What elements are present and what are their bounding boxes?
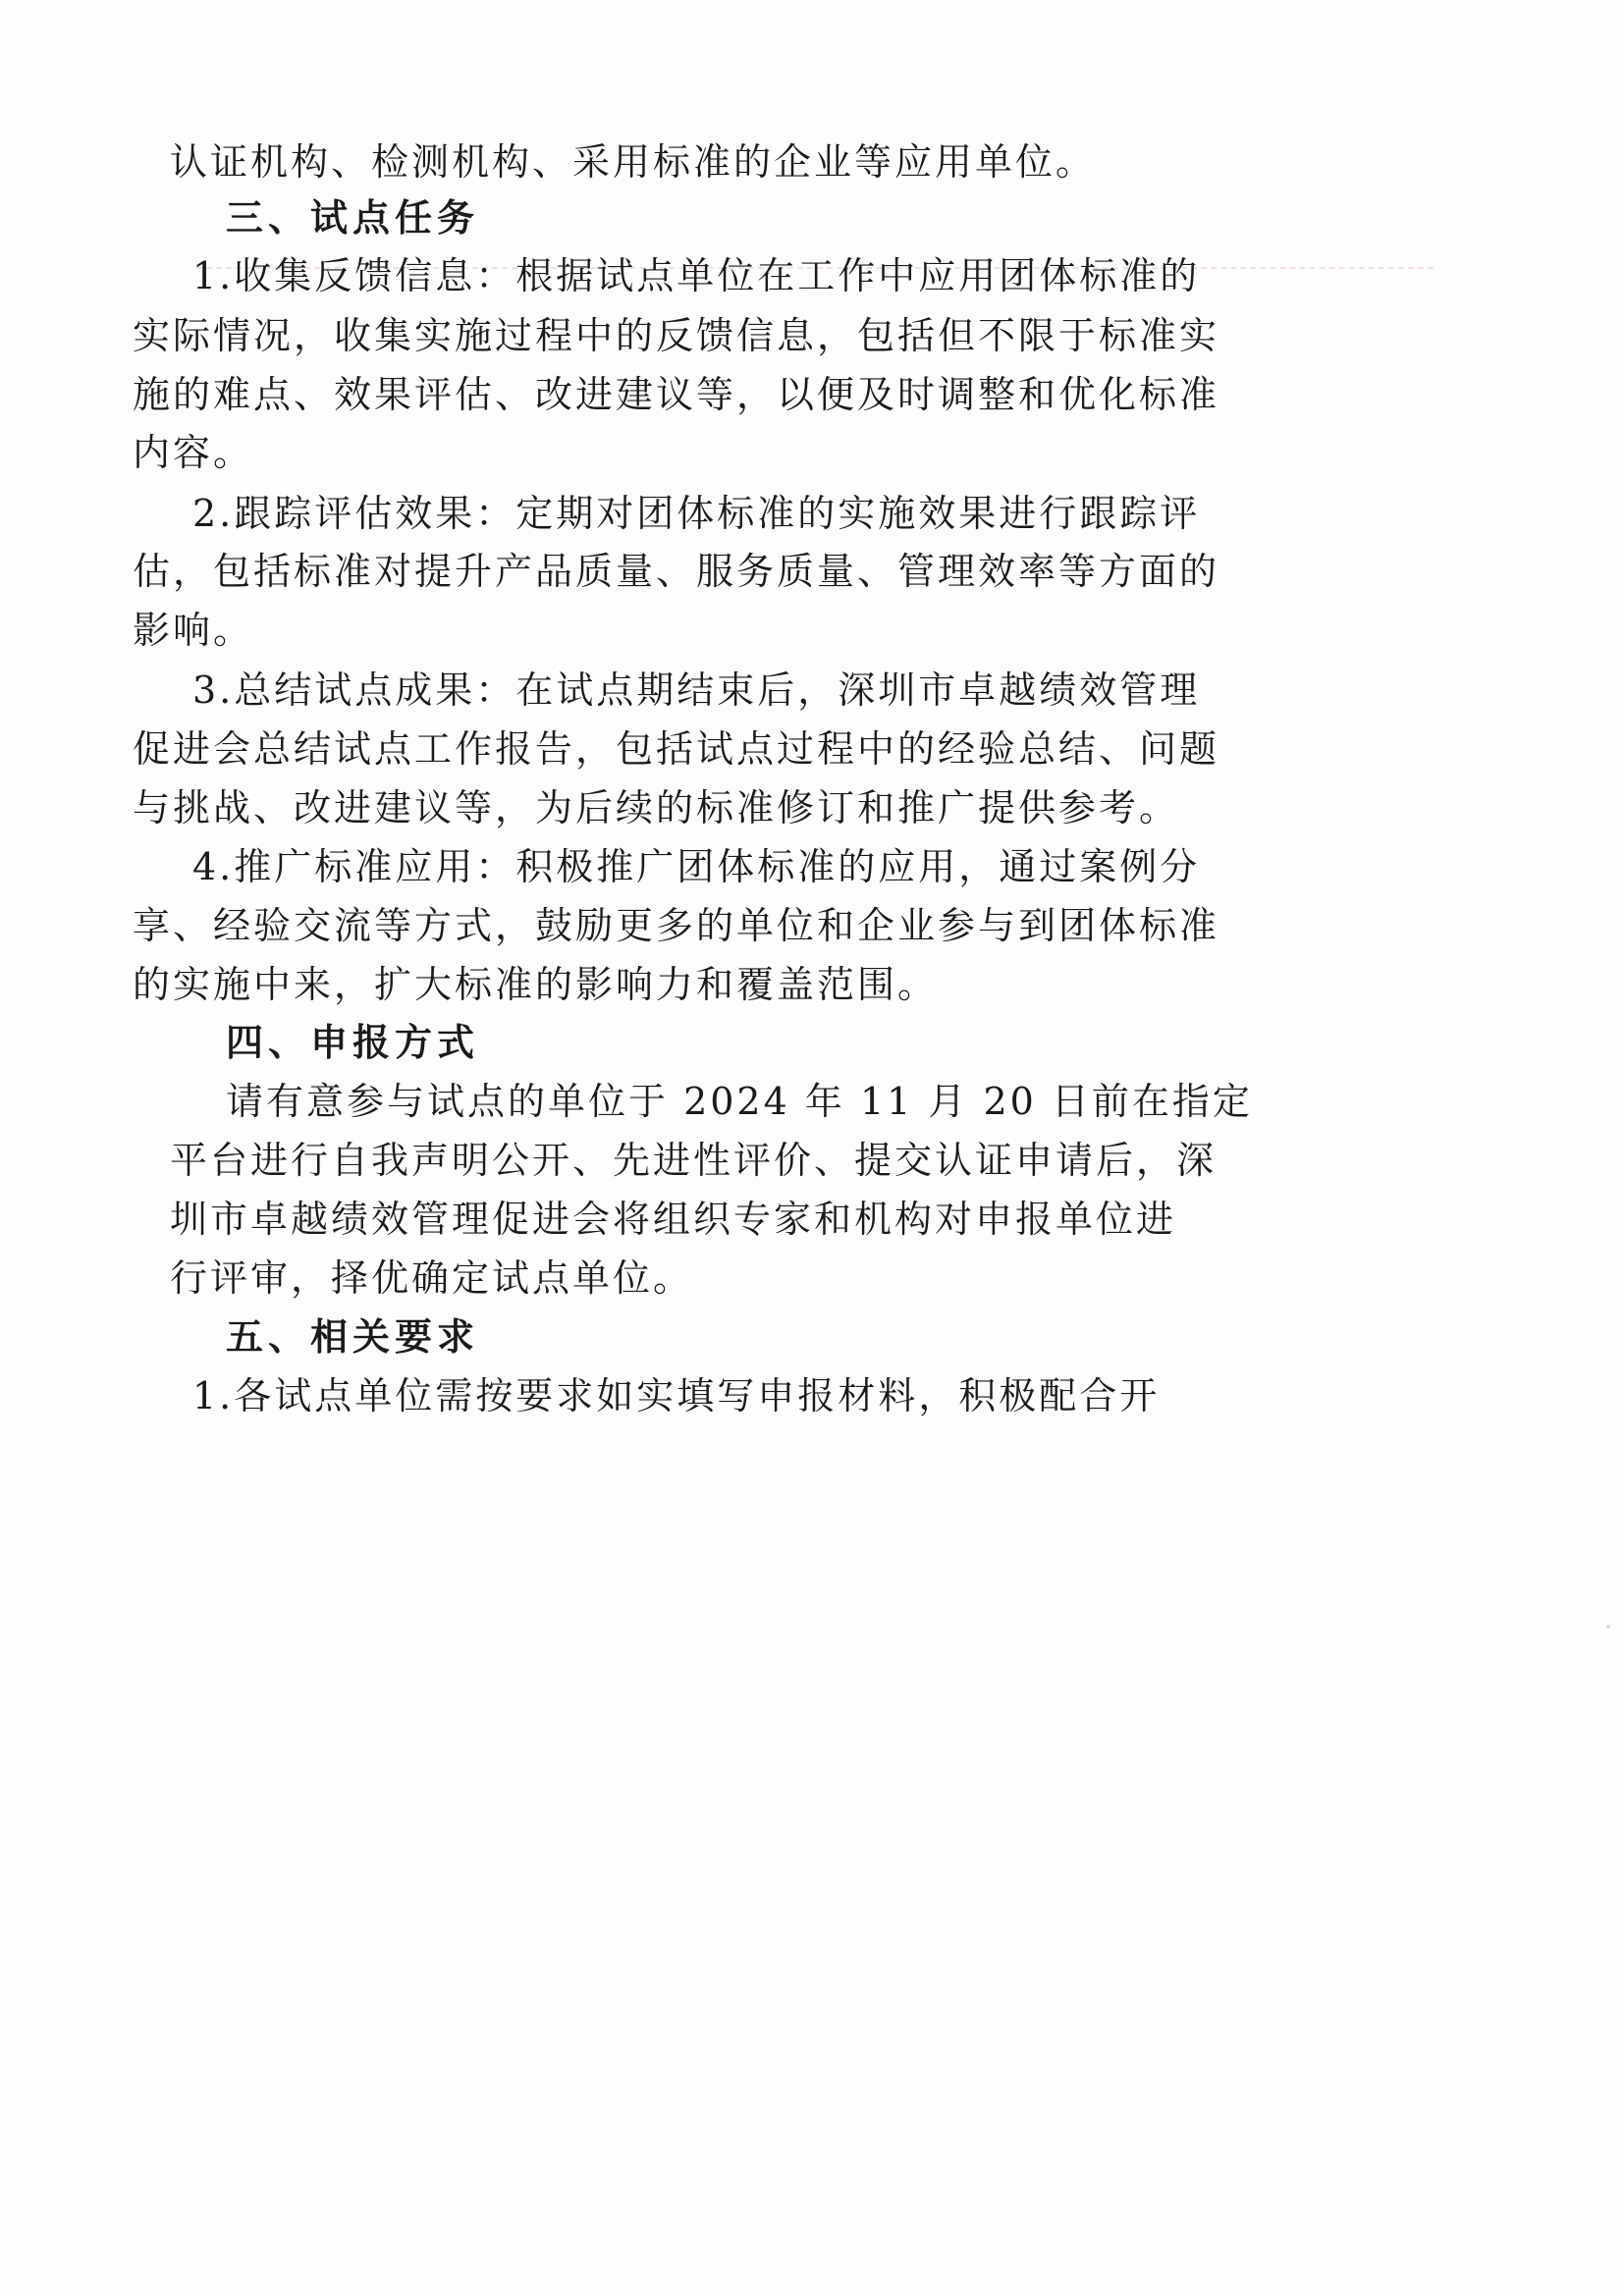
paragraph-line: 与挑战、改进建议等，为后续的标准修订和推广提供参考。 [133,786,1180,829]
paragraph-line: 的实施中来，扩大标准的影响力和覆盖范围。 [133,963,939,1006]
paragraph-line: 享、经验交流等方式，鼓励更多的单位和企业参与到团体标准 [133,904,1220,947]
paragraph-line: 实际情况，收集实施过程中的反馈信息，包括但不限于标准实 [133,314,1220,357]
section-heading: 五、相关要求 [226,1314,480,1359]
section-heading: 四、申报方式 [226,1020,480,1064]
paragraph-line: 内容。 [133,431,254,474]
paragraph-line: 影响。 [133,609,254,652]
paragraph-line: 圳市卓越绩效管理促进会将组织专家和机构对申报单位进 [170,1198,1177,1241]
section-heading: 三、试点任务 [226,195,480,240]
paragraph-line: 请有意参与试点的单位于 2024 年 11 月 20 日前在指定 [226,1080,1253,1123]
paragraph-line: 促进会总结试点工作报告，包括试点过程中的经验总结、问题 [133,727,1220,771]
paragraph-line: 2.跟踪评估效果：定期对团体标准的实施效果进行跟踪评 [192,492,1201,535]
paragraph-line: 行评审，择优确定试点单位。 [170,1256,694,1300]
paragraph-line: 平台进行自我声明公开、先进性评价、提交认证申请后，深 [170,1139,1218,1182]
scan-speck [1606,1625,1610,1629]
paragraph-line: 3.总结试点成果：在试点期结束后，深圳市卓越绩效管理 [192,668,1201,712]
paragraph-line: 1.各试点单位需按要求如实填写申报材料，积极配合开 [192,1374,1161,1417]
paragraph-line: 估，包括标准对提升产品质量、服务质量、管理效率等方面的 [133,550,1220,593]
paragraph-line: 施的难点、效果评估、改进建议等，以便及时调整和优化标准 [133,373,1220,416]
paragraph-line: 认证机构、检测机构、采用标准的企业等应用单位。 [170,140,1097,184]
paragraph-line: 1.收集反馈信息：根据试点单位在工作中应用团体标准的 [192,254,1201,297]
paragraph-line: 4.推广标准应用：积极推广团体标准的应用，通过案例分 [192,845,1201,888]
